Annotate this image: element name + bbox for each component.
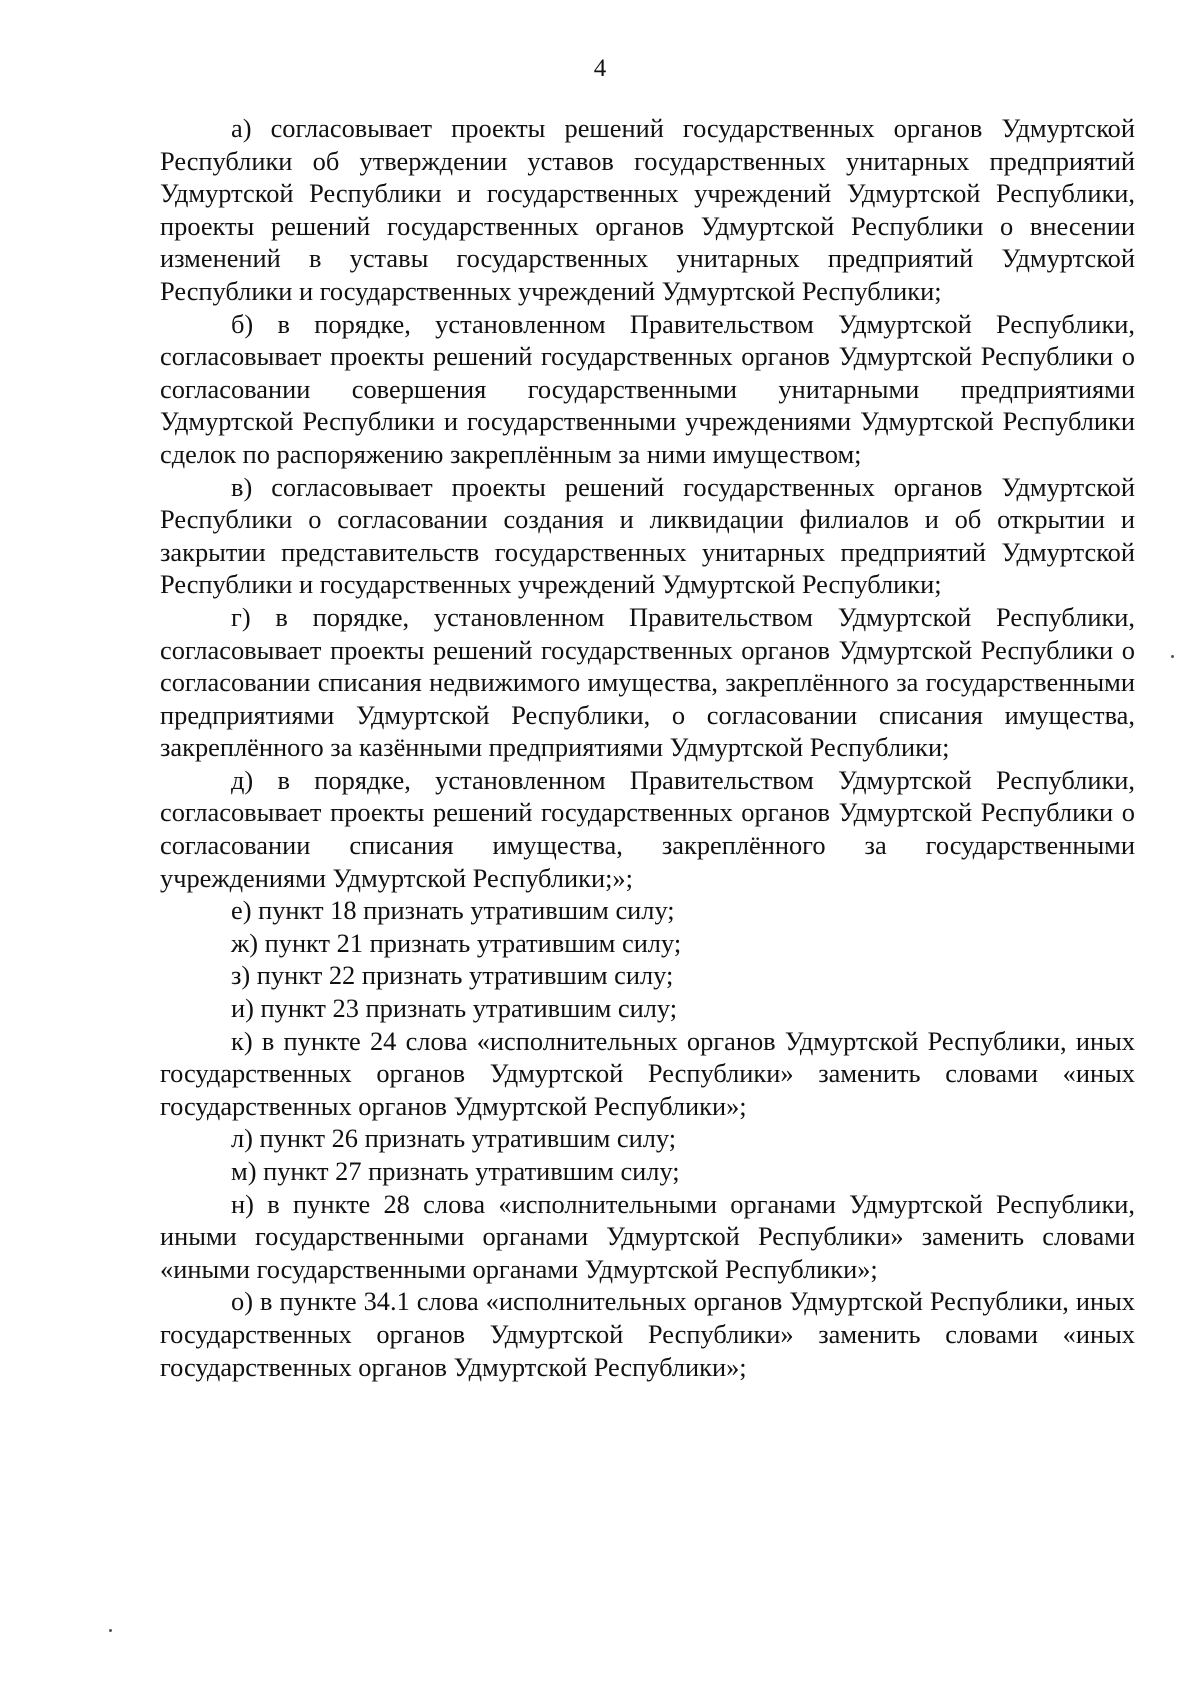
- paragraph-k: к) в пункте 24 слова «исполнительных органов Удмуртской Республики, иных государственных органов Удмуртской Республики» заменить словами «иных государственных органов Удмуртской Республики»;: [160, 1025, 1135, 1121]
- paragraph-zh: ж) пункт 21 признать утратившим силу;: [231, 927, 682, 958]
- paragraph-g: г) в порядке, установленном Правительством Удмуртской Республики, согласовывает проекты решений государственных органов Удмуртской Республики о согласовании списания недвижимого имущества, закреплённого за государственными предприятиями Удмуртской Республики, о согласовании списания имущества, закреплённого за казёнными предприятиями Удмуртской Республики;: [160, 601, 1135, 763]
- paragraph-m: м) пункт 27 признать утратившим силу;: [231, 1156, 680, 1186]
- paragraph-d: д) в порядке, установленном Правительством Удмуртской Республики, согласовывает проекты решений государственных органов Удмуртской Республики о согласовании списания имущества, закреплённого за государственными учреждениями Удмуртской Республики;»;: [160, 764, 1135, 893]
- paragraph-e: е) пункт 18 признать утратившим силу;: [231, 895, 675, 926]
- paragraph-l: л) пункт 26 признать утратившим силу;: [231, 1123, 677, 1154]
- paragraph-z: з) пункт 22 признать утратившим силу;: [231, 960, 674, 991]
- document-body: [160, 112, 1135, 1383]
- scan-speck: [1171, 655, 1174, 658]
- paragraph-v: в) согласовывает проекты решений государственных органов Удмуртской Республики о согласовании создания и ликвидации филиалов и об открытии и закрытии представительств государственных унитарных предприятий Удмуртской Республики и государственных учреждений Удмуртской Республики;: [160, 471, 1135, 600]
- scan-speck: [109, 1629, 112, 1632]
- paragraph-b: б) в порядке, установленном Правительством Удмуртской Республики, согласовывает проекты решений государственных органов Удмуртской Республики о согласовании совершения государственными унитарными предприятиями Удмуртской Республики и государственными учреждениями Удмуртской Республики сделок по распоряжению закреплённым за ними имуществом;: [160, 308, 1135, 469]
- paragraph-a: а) согласовывает проекты решений государственных органов Удмуртской Республики об утверждении уставов государственных унитарных предприятий Удмуртской Республики и государственных учреждений Удмуртской Республики, проекты решений государственных органов Удмуртской Республики о внесении изменений в уставы государственных унитарных предприятий Удмуртской Республики и государственных учреждений Удмуртской Республики;: [160, 113, 1135, 306]
- paragraph-o: о) в пункте 34.1 слова «исполнительных органов Удмуртской Республики, иных государственных органов Удмуртской Республики» заменить словами «иных государственных органов Удмуртской Республики»;: [160, 1286, 1135, 1382]
- paragraph-n: н) в пункте 28 слова «исполнительными органами Удмуртской Республики, иными государственными органами Удмуртской Республики» заменить словами «иными государственными органами Удмуртской Республики»;: [160, 1188, 1135, 1284]
- paragraph-i: и) пункт 23 признать утратившим силу;: [231, 993, 678, 1024]
- page-number: 4: [593, 55, 607, 82]
